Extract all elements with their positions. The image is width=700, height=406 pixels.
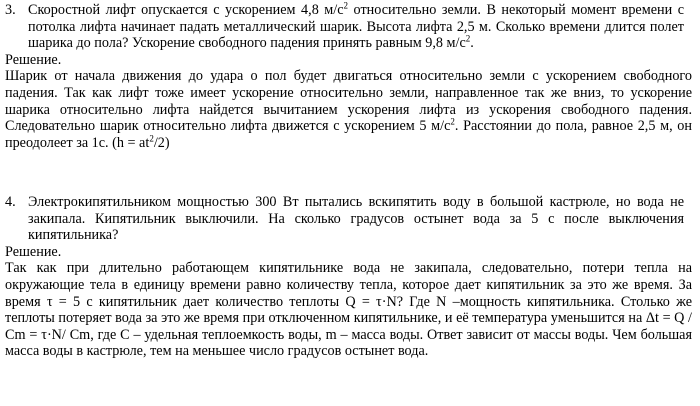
superscript: 2	[465, 33, 471, 44]
problem-number: 3.	[5, 2, 16, 18]
solution-text: Так как при длительно работающем кипятильнике вода не закипала, следовательно, потери тепла на окружающие тела в единицу времени равно количеству тепла, которое дает кипятильник за это же время. За время τ = 5 с кипятильник дает количество теплоты Q = τ·N? Где N –мощность кипятильника. Столько же теплоты потеряет вода за это же время при отключенном кипятильнике, и её температура уменьшится на Δt = Q / Cm = τ·N/ Cm, где С – удельная теплоемкость воды, m – масса воды. Ответ зависит от массы воды. Чем большая масса воды в кастрюле, тем на меньшее число градусов остынет вода.	[5, 260, 692, 360]
problem-statement	[0, 2, 692, 52]
problem-statement	[0, 194, 692, 244]
problem-number: 4.	[5, 194, 16, 210]
problem-4	[0, 194, 692, 360]
superscript: 2	[343, 0, 349, 11]
superscript: 2	[450, 116, 455, 127]
problem-text: Электрокипятильником мощностью 300 Вт пытались вскипятить воду в большой кастрюле, но вода не закипала. Кипятильник выключили. На сколько градусов остынет вода за 5 с после выключения кипятильника?	[28, 194, 684, 244]
problem-text: Скоростной лифт опускается с ускорением 4,8 $м/с^2$ относительно земли. В некоторый момент времени с потолка лифта начинает падать металлический шарик. Высота лифта 2,5 м. Сколько времени длится полет шарика до пола? Ускорение свободного падения принять равным 9,8 $м/с^2$.	[28, 0, 684, 52]
solution-label: Решение.	[5, 243, 62, 260]
solution-text: Шарик от начала движения до удара о пол будет двигаться относительно земли с ускорением свободного падения. Так как лифт тоже имеет ускорение относительно земли, направленное так же вниз, то ускорение шарика относительно лифта найдется вычитанием ускорения лифта из ускорения свободного падения. Следовательно шарик относительно лифта движется с ускорением 5 $м/с^2$. Расстоянии до пола, равное 2,5 м, он преодолеет за 1с. $(h = at^2/2)$	[5, 68, 692, 151]
solution-label: Решение.	[5, 51, 62, 68]
superscript: 2	[149, 133, 154, 144]
problem-3	[0, 2, 692, 151]
